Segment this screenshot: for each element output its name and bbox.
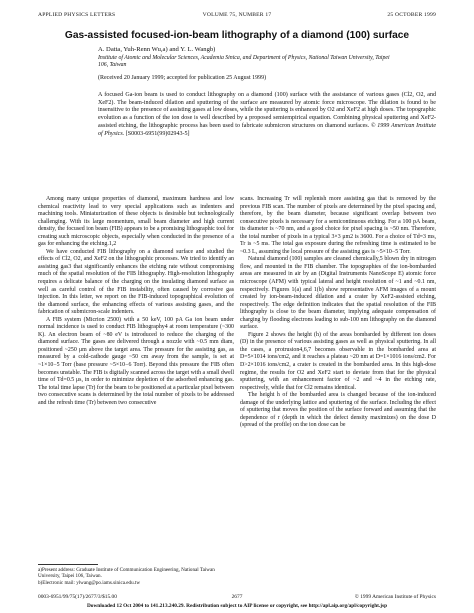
affiliation: Institute of Atomic and Molecular Sciences, Academia Sinica, and Department of Physics, National Taiwan University, Taipei 106, Taiwan	[98, 55, 390, 69]
page-number: 2677	[231, 594, 243, 600]
abstract-copyright: © 1999 American Institute of Physics.	[98, 122, 437, 137]
issn-line: 0003-6951/99/75(17)/2677/3/$15.00	[38, 594, 117, 600]
author-list: A. Datta, Yuh-Renn Wu,a) and Y. L. Wangb)	[98, 46, 216, 53]
body-left-column	[38, 196, 234, 407]
footnote-divider	[38, 564, 98, 565]
journal-name: APPLIED PHYSICS LETTERS	[38, 12, 116, 18]
volume-number: VOLUME 75, NUMBER 17	[202, 12, 272, 18]
footnotes	[38, 567, 234, 586]
abstract-text: A focused Ga-ion beam is used to conduct lithography on a diamond (100) surface with the assistance of various gases (Cl2, O2, and XeF2). The beam-induced dilation and sputtering of the surface are measured by atomic force microscope. The dilation is found to be insensitive to the presence of assisting gases at low doses, while the sputtering is enhanced by O2 and XeF2 at high doses. The topographic evolution as a function of the ion dose is well described by a proposed semiempirical equation. Combining physical sputtering and XeF2-assisted etching, the lithographic process has been used to fabricate submicron structures on diamond surfaces.	[98, 92, 436, 129]
paragraph: We have conducted FIB lithography on a diamond surface and studied the effects of Cl2, O2, and XeF2 on the lithographic processes. We tried to identify an assisting gas3 that significantly enhances the etching rate without compromising much of the spatial resolution of the FIB lithography. High-resolution lithography requires a delicate balance of the charging on the insulating diamond surface as well as careful control of the FIB instability, often caused by corrosive gas injection. In this letter, we report on the FIB-induced topographical evolution of the diamond surface, the enhancing effects of various assisting gases, and the fabrication of submicron-scale indenters.	[38, 248, 234, 316]
doi: [S0003-6951(99)02943-5]	[125, 130, 190, 137]
abstract	[98, 92, 436, 138]
issue-date: 25 OCTOBER 1999	[387, 12, 436, 18]
paragraph: Natural diamond (100) samples are cleaned chemically,5 blown dry in nitrogen flow, and mounted in the FIB chamber. The topographies of the ion-bombarded areas are measured in air by an (Digital Instruments NanoScope E) atomic force microscope (AFM) with typical lateral and height resolution of ~1 and ~0.1 nm, respectively. Figures 1(a) and 1(b) show representative AFM images of a mount created by ion-beam-induced dilation and a crater by XeF2-assisted etching, respectively. The edge definition indicates that the spatial resolution of the FIB lithography is close to the beam diameter, implying adequate compensation of charging by flooding electrons leading to sub-100 nm lithography on the diamond surface.	[240, 256, 436, 331]
footnote: a)Present address: Graduate Institute of Communication Engineering, National Taiwan University, Taipei 106, Taiwan.	[38, 567, 215, 580]
paragraph: A FIB system (Micrion 2500) with a 50 keV, 100 pA Ga ion beam under normal incidence is used to conduct FIB lithography4 at room temperature (~300 K). An electron beam of ~80 eV is introduced to reduce the charging of the diamond surface. The gases are delivered through a nozzle with ~0.5 mm diam, positioned ~250 μm above the target area. The pressure for the assisting gas, as measured by a cold-cathode gauge ~50 cm away from the sample, is set at ~1×10−5 Torr (base pressure ~5×10−6 Torr). Beyond this pressure the FIB often becomes unstable. The FIB is digitally scanned across the target with a small dwell time of Td=0.5 μs, in order to minimize depletion of the adsorbed enhancing gas. The total time lapse (Tr) for the beam to be positioned at a particular pixel between two consecutive scans is determined by the total number of pixels to be addressed and the refresh time (Tr) between two consecutive	[38, 316, 234, 406]
copyright-line: © 1999 American Institute of Physics	[354, 594, 436, 600]
download-notice: Downloaded 12 Oct 2004 to 141.213.240.29. Redistribution subject to AIP license or copyright, see http://apl.aip.org/apl/copyright.jsp	[86, 603, 388, 609]
footnote: b)Electronic mail: ylwang@po.iams.sinica.edu.tw	[38, 579, 141, 586]
paper-title: Gas-assisted focused-ion-beam lithography of a diamond (100) surface	[64, 30, 410, 41]
received-dates: (Received 20 January 1999; accepted for publication 25 August 1999)	[98, 75, 267, 81]
paragraph: scans. Increasing Tr will replenish more assisting gas that is removed by the previous FIB scan. The number of pixels are determined by the pixel spacing and, therefore, by the beam diameter, because significant overlap between two consecutive pixels is necessary for a semicontinuous etching. For a 100 pA beam, its diameter is ~70 nm, and a good choice for pixel spacing is ~50 nm. Therefore, the total number of pixels in a typical 3×3 μm2 is 3600. For a choice of Td=3 ms, Tr is ~5 ms. The total gas exposure during the refreshing time is estimated to be ~0.3 L, assuming the local pressure of the assisting gas is ~5×10−5 Torr.	[240, 196, 436, 255]
paragraph: Among many unique properties of diamond, maximum hardness and low chemical reactivity lead to very special applications such as indenters and machining tools. Miniaturization of these objects is desirable but technologically challenging. With its large momentum, small beam diameter and high current density, the focused ion beam (FIB) appears to be a promising lithographic tool for creating such microscopic objects, especially when conducted in the presence of a gas for enhancing the etching.1,2	[38, 196, 234, 248]
body-right-column	[240, 196, 436, 430]
paragraph: Figure 2 shows the height (h) of the areas bombarded by different ion doses (D) in the presence of various assisting gases as well as physical sputtering. In all the cases, a protrusion4,6,7 becomes observable in the bombarded area at D=5×1014 ions/cm2, and it reaches a plateau ~20 nm at D=1×1016 ions/cm2. For D>2×1016 ions/cm2, a crater is created in the bombarded area. In this high-dose regime, the results for O2 and XeF2 start to deviate from that for the physical sputtering, with an enhancement factor of ~2 and ~4 in the etching rate, respectively, while that for Cl2 remains identical.	[240, 331, 436, 391]
paragraph: The height h of the bombarded area is changed because of the ion-induced damage of the underlying lattice and sputtering of the surface. Including the effect of sputtering that moves the position of the surface forward and assuming that the dependence of r (depth in which the defect density maximizes) on the dose D (spread of the profile) on the ion dose can be	[240, 392, 436, 429]
